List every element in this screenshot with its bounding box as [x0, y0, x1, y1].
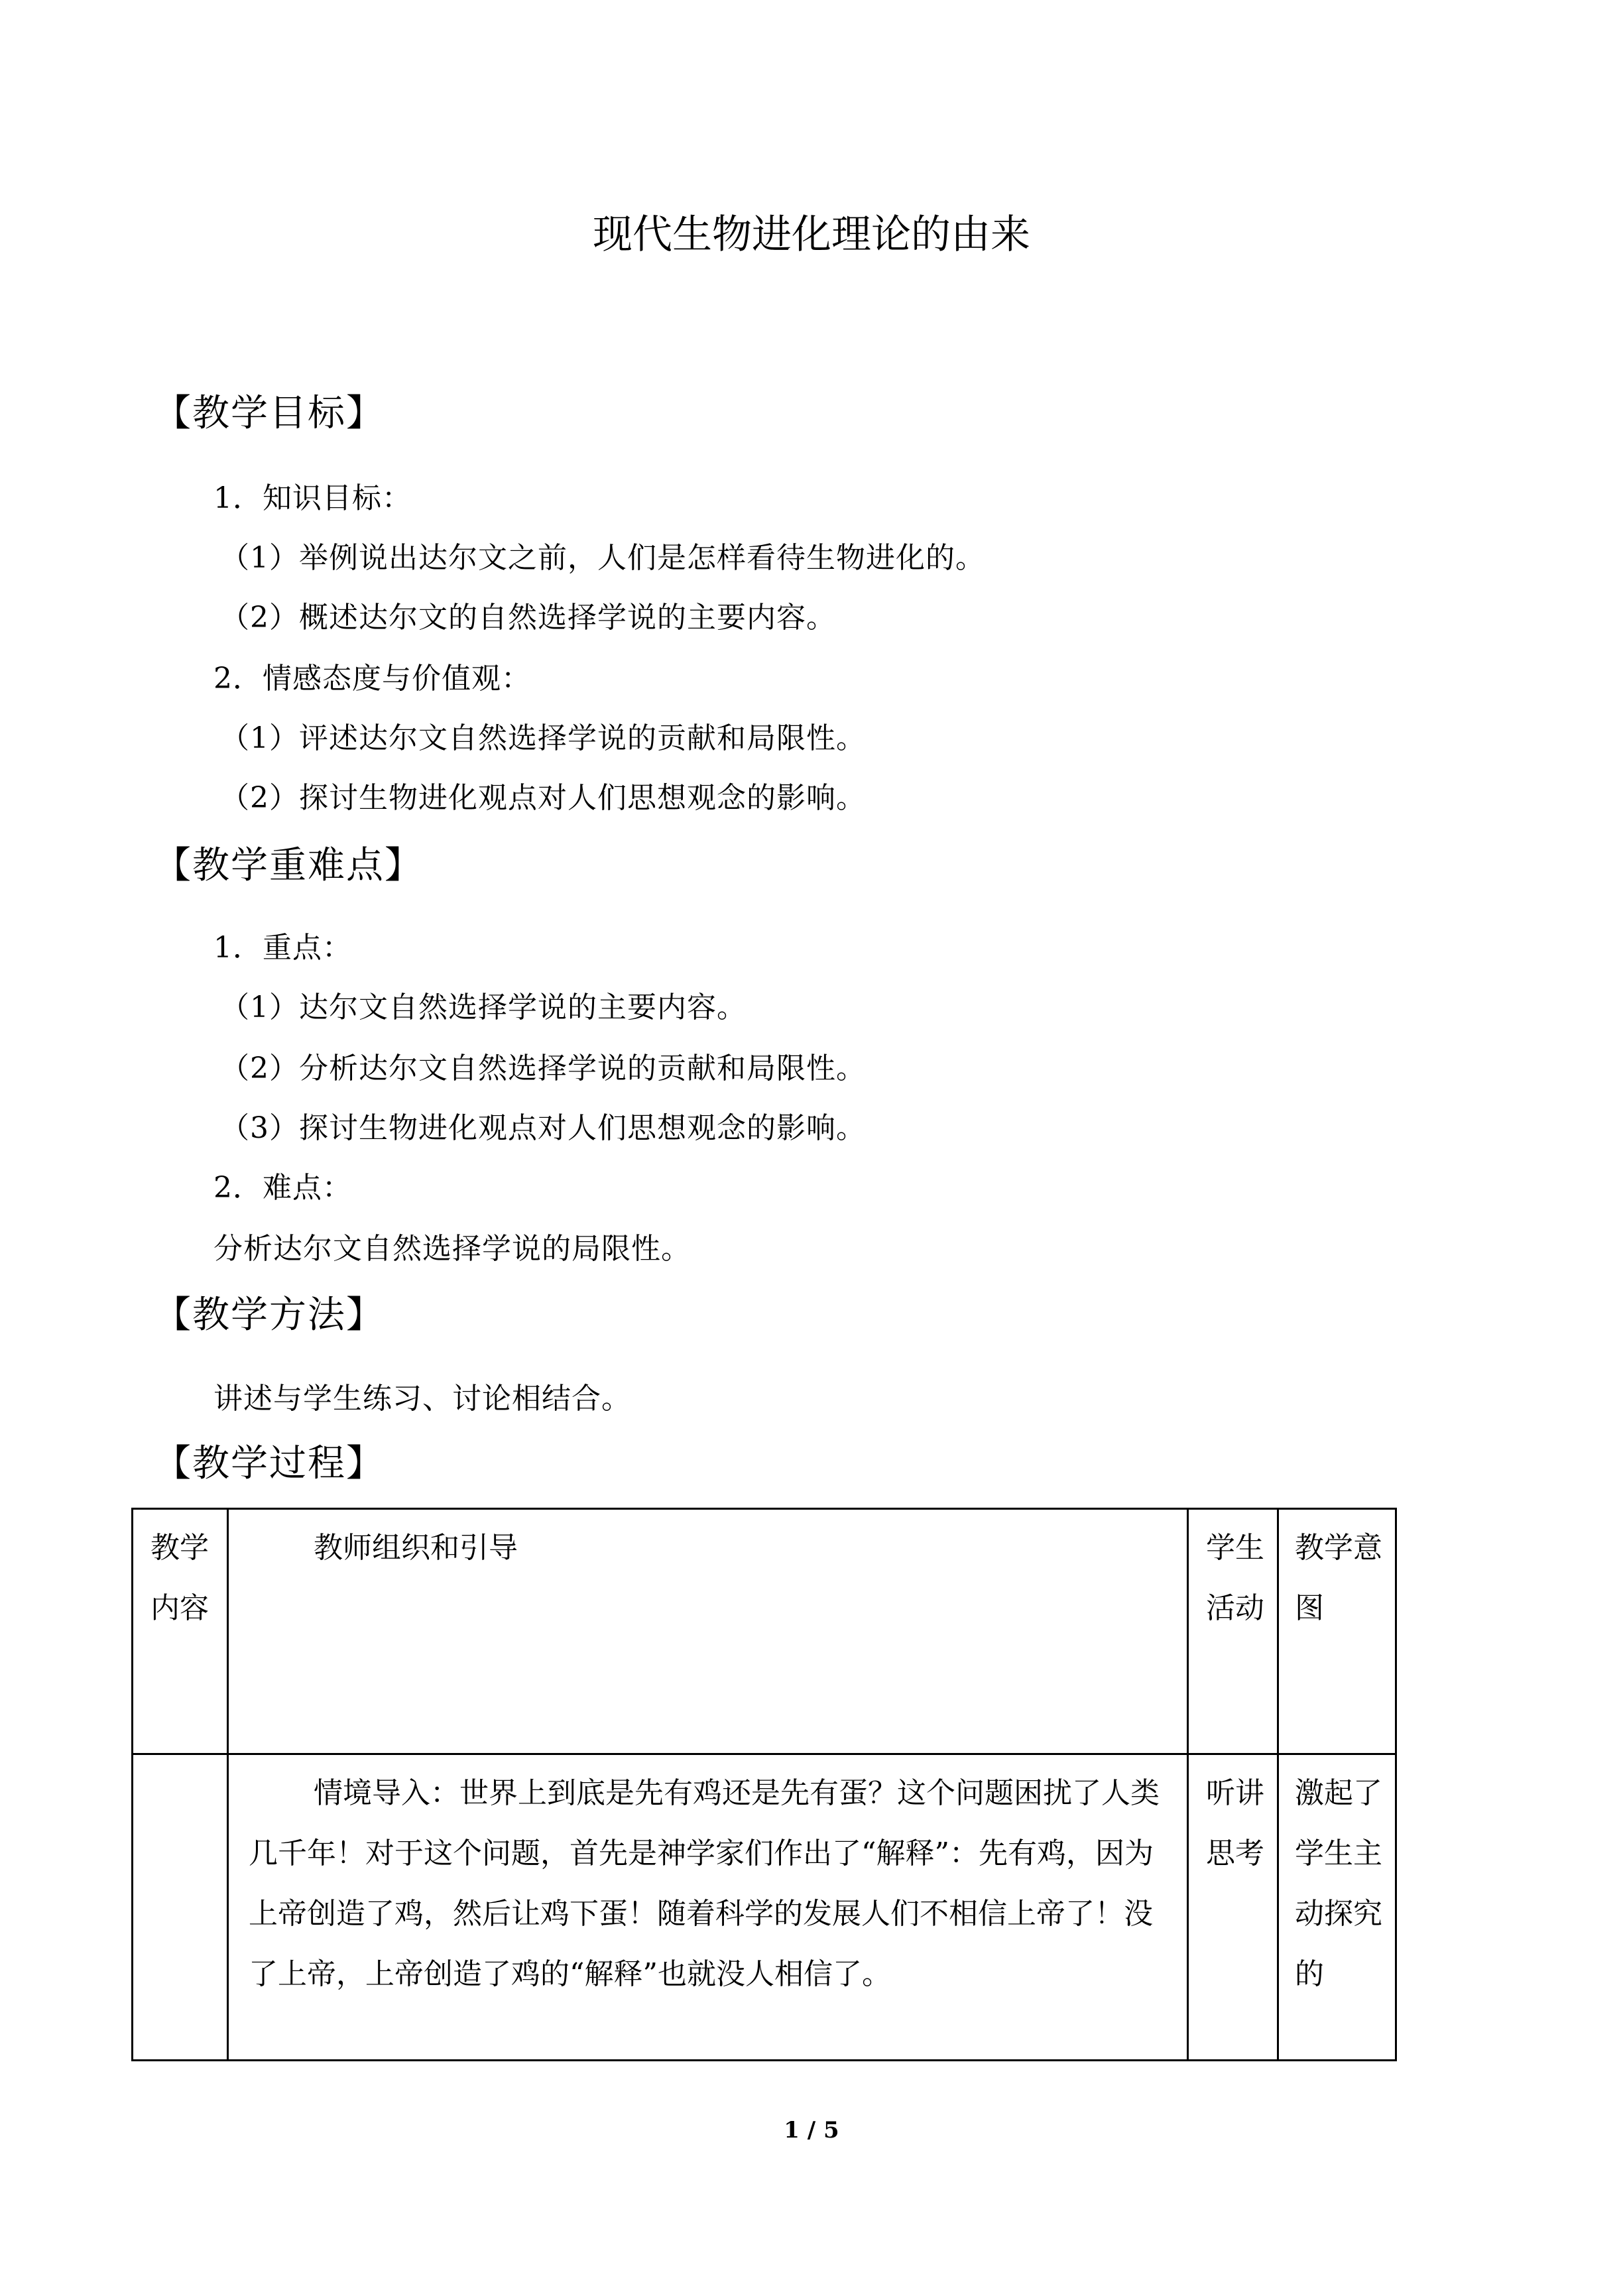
objective-item: （2）概述达尔文的自然选择学说的主要内容。 — [220, 601, 836, 634]
method-item: 讲述与学生练习、讨论相结合。 — [213, 1382, 631, 1416]
cell-intent: 激起了学生主动探究的 — [1278, 1754, 1396, 2061]
cell-content — [133, 1754, 228, 2061]
heading-methods: 【教学方法】 — [154, 1294, 385, 1337]
key-point-item: 分析达尔文自然选择学说的局限性。 — [213, 1232, 691, 1266]
objective-item: （2）探讨生物进化观点对人们思想观念的影响。 — [220, 781, 866, 815]
objective-item: 2．情感态度与价值观： — [213, 662, 531, 695]
key-point-item: （3）探讨生物进化观点对人们思想观念的影响。 — [220, 1111, 866, 1145]
heading-objectives: 【教学目标】 — [154, 392, 385, 435]
objective-item: 1．知识目标： — [213, 481, 412, 515]
heading-process: 【教学过程】 — [154, 1442, 385, 1485]
table-row — [133, 1754, 1396, 2061]
page-title: 现代生物进化理论的由来 — [593, 211, 1030, 258]
key-point-item: （2）分析达尔文自然选择学说的贡献和局限性。 — [220, 1052, 866, 1085]
page-number: 1 / 5 — [784, 2117, 839, 2144]
teaching-process-table — [131, 1508, 1397, 2061]
header-content: 教学内容 — [133, 1509, 228, 1754]
cell-student: 听讲思考 — [1188, 1754, 1278, 2061]
cell-teacher: 情境导入：世界上到底是先有鸡还是先有蛋？这个问题困扰了人类几千年！对于这个问题，首先是神学家们作出了“解释”：先有鸡，因为上帝创造了鸡，然后让鸡下蛋！随着科学的发展人们不相信上帝了！没了上帝，上帝创造了鸡的“解释”也就没人相信了。 — [228, 1754, 1188, 2061]
objective-item: （1）举例说出达尔文之前，人们是怎样看待生物进化的。 — [220, 541, 985, 575]
objective-item: （1）评述达尔文自然选择学说的贡献和局限性。 — [220, 721, 866, 755]
heading-key-points: 【教学重难点】 — [154, 844, 423, 887]
header-student: 学生活动 — [1188, 1509, 1278, 1754]
key-point-item: 2．难点： — [213, 1171, 352, 1205]
table-header-row — [133, 1509, 1396, 1754]
key-point-item: 1．重点： — [213, 931, 352, 965]
key-point-item: （1）达尔文自然选择学说的主要内容。 — [220, 991, 747, 1024]
header-intent: 教学意图 — [1278, 1509, 1396, 1754]
header-teacher: 教师组织和引导 — [228, 1509, 1188, 1754]
